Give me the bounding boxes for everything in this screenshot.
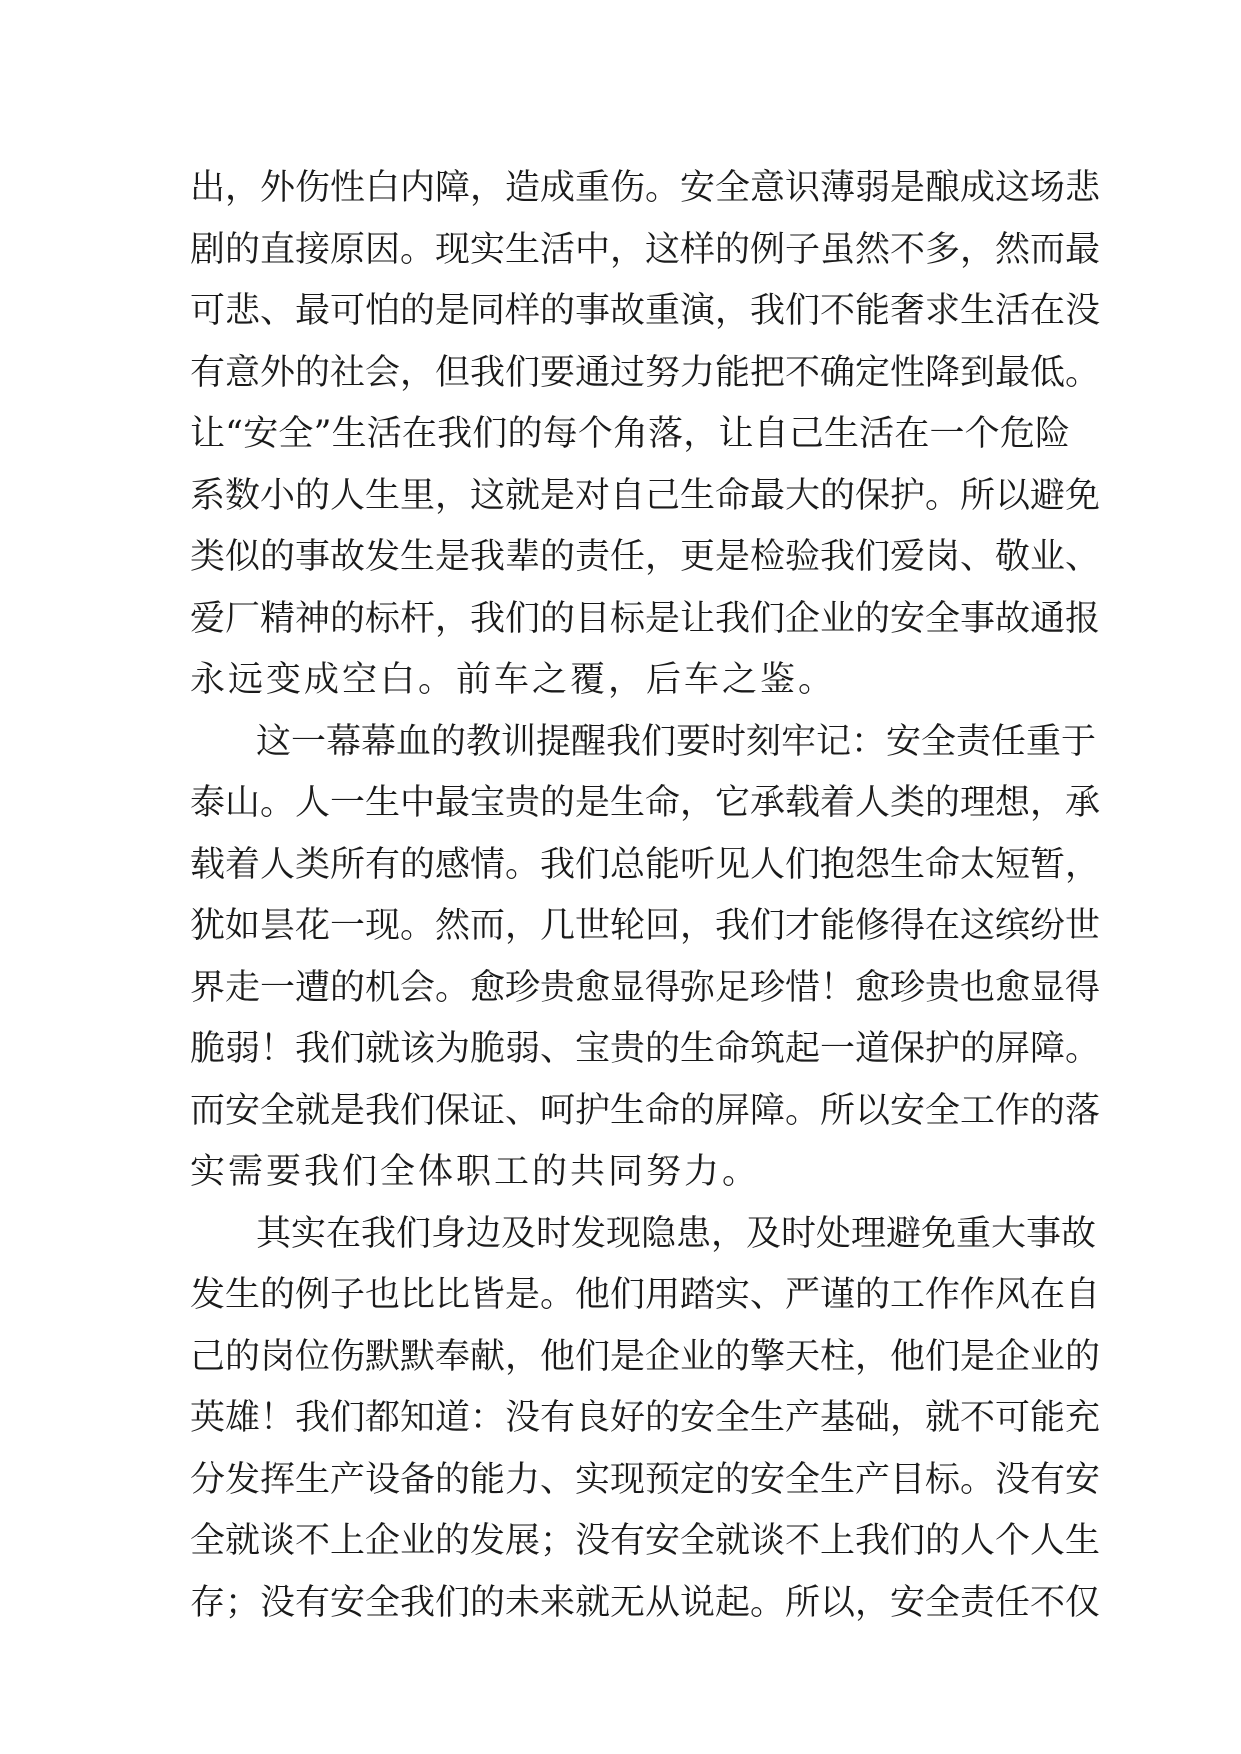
text-line: 永远变成空白。前车之覆，后车之鉴。 <box>190 660 837 700</box>
body-text <box>190 158 1101 1634</box>
text-line: 载着人类所有的感情。我们总能听见人们抱怨生命太短暂， <box>190 844 1101 885</box>
text-line: 剧的直接原因。现实生活中，这样的例子虽然不多，然而最 <box>190 229 1101 270</box>
text-line: 犹如昙花一现。然而，几世轮回，我们才能修得在这缤纷世 <box>190 906 1101 946</box>
text-line: 英雄！我们都知道：没有良好的安全生产基础，就不可能充 <box>190 1398 1101 1438</box>
text-line: 脆弱！我们就该为脆弱、宝贵的生命筑起一道保护的屏障。 <box>190 1029 1101 1069</box>
text-line: 爱厂精神的标杆，我们的目标是让我们企业的安全事故通报 <box>190 598 1101 639</box>
text-line: 存；没有安全我们的未来就无从说起。所以，安全责任不仅 <box>190 1582 1101 1623</box>
text-line: 可悲、最可怕的是同样的事故重演，我们不能奢求生活在没 <box>190 291 1101 331</box>
text-line: 己的岗位伤默默奉献，他们是企业的擎天柱，他们是企业的 <box>190 1336 1101 1377</box>
text-line: 类似的事故发生是我辈的责任，更是检验我们爱岗、敬业、 <box>190 537 1101 577</box>
text-line: 而安全就是我们保证、呵护生命的屏障。所以安全工作的落 <box>190 1090 1101 1131</box>
text-line: 有意外的社会，但我们要通过努力能把不确定性降到最低。 <box>190 352 1101 393</box>
text-line: 界走一遭的机会。愈珍贵愈显得弥足珍惜！愈珍贵也愈显得 <box>190 967 1101 1008</box>
text-line: 实需要我们全体职工的共同努力。 <box>190 1152 761 1192</box>
text-line: 这一幕幕血的教训提醒我们要时刻牢记：安全责任重于 <box>256 721 1097 762</box>
text-line: 分发挥生产设备的能力、实现预定的安全生产目标。没有安 <box>190 1459 1101 1500</box>
text-line: 其实在我们身边及时发现隐患，及时处理避免重大事故 <box>256 1213 1097 1254</box>
text-line: 系数小的人生里，这就是对自己生命最大的保护。所以避免 <box>190 475 1101 516</box>
text-line: 泰山。人一生中最宝贵的是生命，它承载着人类的理想，承 <box>190 783 1101 823</box>
text-line: 全就谈不上企业的发展；没有安全就谈不上我们的人个人生 <box>190 1521 1101 1561</box>
text-line: 发生的例子也比比皆是。他们用踏实、严谨的工作作风在自 <box>190 1275 1101 1315</box>
text-line: 出，外伤性白内障，造成重伤。安全意识薄弱是酿成这场悲 <box>190 168 1101 208</box>
text-line: 让“安全”生活在我们的每个角落，让自己生活在一个危险 <box>190 414 1070 454</box>
